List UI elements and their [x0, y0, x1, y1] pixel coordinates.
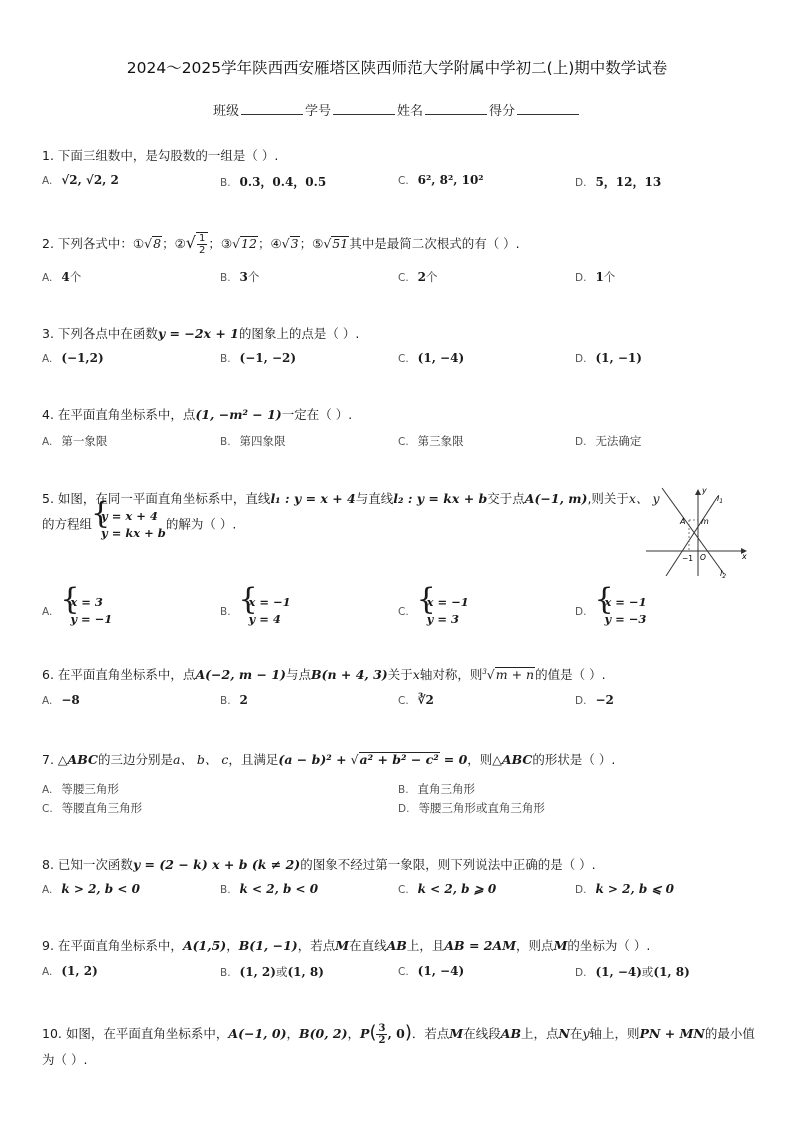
option-b: B. 直角三角形 [398, 782, 476, 796]
page-title: 2024～2025学年陕西西安雁塔区陕西师范大学附属中学初二(上)期中数学试卷 [126, 59, 668, 77]
option-b: B. 2 [220, 693, 248, 707]
question-4: 4. 在平面直角坐标系中，点(1, −m² − 1)一定在（ ）. [42, 407, 353, 422]
class-label: 班级 [212, 104, 239, 119]
option-a: A. −8 [42, 693, 80, 707]
option-d: D. 无法确定 [575, 434, 642, 448]
option-a: A. { x = 3 y = −1 [42, 594, 112, 628]
option-c: C. ∛2 [398, 693, 434, 707]
question-10-line-2: 为（ ）. [42, 1052, 88, 1067]
id-blank [333, 102, 395, 115]
option-d: D. (1, −1) [575, 351, 642, 365]
option-b: B. { x = −1 y = 4 [220, 594, 291, 628]
option-d: D. { x = −1 y = −3 [575, 594, 647, 628]
option-b: B. 3个 [220, 270, 260, 284]
id-label: 学号 [304, 104, 331, 119]
option-c: C. (1, −4) [398, 351, 465, 365]
score-label: 得分 [489, 104, 516, 119]
option-c: C. 2个 [398, 270, 438, 284]
option-b: B. (−1, −2) [220, 351, 297, 365]
option-a: A. √2, √2, 2 [42, 173, 119, 187]
option-a: A. 4个 [42, 270, 82, 284]
question-7: 7. △ABC的三边分别是a、 b、 c，且满足(a − b)² + √a² + b² − c² = 0，则△ABC的形状是（ ）. [42, 752, 616, 767]
option-a: A. 第一象限 [42, 434, 108, 448]
option-a: A. (1, 2) [42, 964, 98, 978]
question-6: 6. 在平面直角坐标系中，点A(−2, m − 1)与点B(n + 4, 3)关于x轴对称，则$^3$√m + n的值是（ ）. [42, 667, 606, 682]
label-a: A [680, 517, 686, 526]
label-x: x [742, 552, 747, 561]
option-b: B. 0.3，0.4，0.5 [220, 175, 327, 189]
line-l1 [666, 496, 718, 576]
option-b: B. 第四象限 [220, 434, 286, 448]
option-c: C. 第三象限 [398, 434, 464, 448]
question-3: 3. 下列各点中在函数y = −2x + 1的图象上的点是（ ）. [42, 326, 360, 341]
option-a: A. (−1,2) [42, 351, 104, 365]
option-c: C. { x = −1 y = 3 [398, 594, 469, 628]
option-a: A. 等腰三角形 [42, 782, 119, 796]
label-neg1: −1 [682, 554, 694, 563]
question-1: 1. 下面三组数中，是勾股数的一组是（ ）. [42, 148, 279, 163]
option-d: D. 5，12，13 [575, 175, 662, 189]
option-c: C. (1, −4) [398, 964, 465, 978]
option-c: C. k < 2, b ⩾ 0 [398, 882, 497, 896]
label-m: m [701, 517, 709, 526]
name-blank [425, 102, 487, 115]
score-blank [517, 102, 579, 115]
question-8: 8. 已知一次函数y = (2 − k) x + b (k ≠ 2)的图象不经过第一象限，则下列说法中正确的是（ ）. [42, 857, 596, 872]
class-blank [241, 102, 303, 115]
question-stem: 下面三组数中，是勾股数的一组是（ ）. [57, 148, 279, 163]
equation-system: { y = x + 4 y = kx + b [92, 508, 166, 542]
option-b: B. (1, 2)或(1, 8) [220, 965, 324, 979]
question-5-line-2: 的方程组 { y = x + 4 y = kx + b 的解为（ ）. [42, 508, 236, 542]
option-a: A. k > 2, b < 0 [42, 882, 140, 896]
figure-q5 [640, 484, 758, 580]
name-label: 姓名 [397, 104, 424, 119]
label-l1: $l_1$ [717, 494, 724, 505]
option-d: D. 1个 [575, 270, 616, 284]
question-2: 2. 下列各式中：①√8；②√ $\frac{1}{2}$ ；③√12；④√3；⑤√51其中是最简二次根式的有（ ）. [42, 233, 520, 256]
option-b: B. k < 2, b < 0 [220, 882, 319, 896]
option-d: D. k > 2, b ⩽ 0 [575, 882, 675, 896]
option-d: D. (1, −4)或(1, 8) [575, 965, 690, 979]
question-9: 9. 在平面直角坐标系中，A(1,5)，B(1, −1)，若点M在直线AB上，且AB = 2AM，则点M的坐标为（ ）. [42, 938, 651, 953]
label-l2: $l_2$ [720, 569, 727, 580]
student-info-row [0, 100, 794, 119]
label-origin: O [700, 553, 706, 562]
option-c: C. 6², 8², 10² [398, 173, 484, 187]
label-y: y [702, 486, 707, 495]
option-c: C. 等腰直角三角形 [42, 801, 143, 815]
question-5-line-1: 5. 如图，在同一平面直角坐标系中，直线l₁ : y = x + 4与直线l₂ : y = kx + b交于点A(−1, m),则关于x、 y [42, 491, 660, 506]
question-10-line-1: 10. 如图，在平面直角坐标系中，A(−1, 0)，B(0, 2)，P( $\frac{3}{2}$ , 0)．若点M在线段AB上，点N在y轴上，则PN + MN的最小值 [42, 1022, 755, 1046]
option-d: D. −2 [575, 693, 614, 707]
option-d: D. 等腰三角形或直角三角形 [398, 801, 545, 815]
